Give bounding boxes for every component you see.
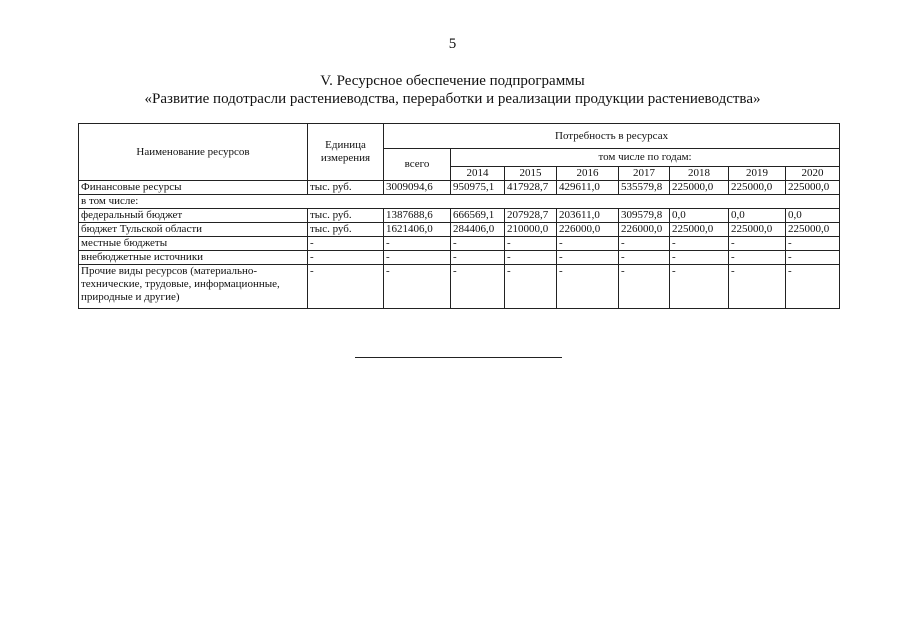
header-need: Потребность в ресурсах <box>384 124 840 149</box>
title-line-2: «Развитие подотрасли растениеводства, переработки и реализации продукции растениеводства» <box>144 91 761 107</box>
row-value: - <box>670 251 729 265</box>
row-value: 226000,0 <box>557 223 619 237</box>
row-value: - <box>451 265 505 309</box>
row-value: 0,0 <box>670 209 729 223</box>
row-value: 225000,0 <box>786 223 840 237</box>
row-value: 225000,0 <box>729 181 786 195</box>
row-unit: тыс. руб. <box>308 181 384 195</box>
row-name: федеральный бюджет <box>79 209 308 223</box>
row-value: 666569,1 <box>451 209 505 223</box>
header-year: 2014 <box>451 167 505 181</box>
row-total: - <box>384 237 451 251</box>
resource-table <box>78 123 840 309</box>
header-total: всего <box>384 149 451 181</box>
header-name: Наименование ресурсов <box>79 124 308 181</box>
row-value: - <box>619 237 670 251</box>
table-row <box>79 195 840 209</box>
table-row <box>79 237 840 251</box>
row-value: 535579,8 <box>619 181 670 195</box>
header-year: 2020 <box>786 167 840 181</box>
table-row <box>79 223 840 237</box>
header-year: 2018 <box>670 167 729 181</box>
row-unit: - <box>308 251 384 265</box>
row-value: - <box>451 251 505 265</box>
row-value: - <box>786 251 840 265</box>
header-unit: Единица измерения <box>308 124 384 181</box>
row-value: 950975,1 <box>451 181 505 195</box>
row-value: - <box>670 237 729 251</box>
row-value: 0,0 <box>786 209 840 223</box>
row-value: - <box>505 265 557 309</box>
header-year: 2019 <box>729 167 786 181</box>
row-value: 284406,0 <box>451 223 505 237</box>
row-unit: тыс. руб. <box>308 223 384 237</box>
row-value: - <box>786 237 840 251</box>
row-name: бюджет Тульской области <box>79 223 308 237</box>
table-row <box>79 181 840 195</box>
header-year: 2015 <box>505 167 557 181</box>
row-unit: - <box>308 237 384 251</box>
row-name: местные бюджеты <box>79 237 308 251</box>
row-value: 210000,0 <box>505 223 557 237</box>
row-value: - <box>729 237 786 251</box>
row-name: Прочие виды ресурсов (материально-технические, трудовые, информационные, природные и другие) <box>79 265 308 309</box>
header-by-years: том числе по годам: <box>451 149 840 167</box>
row-value: - <box>557 265 619 309</box>
row-value: - <box>786 265 840 309</box>
row-unit: - <box>308 265 384 309</box>
title-line-1: V. Ресурсное обеспечение подпрограммы <box>320 73 585 89</box>
row-total: 1387688,6 <box>384 209 451 223</box>
row-value: 309579,8 <box>619 209 670 223</box>
row-total: - <box>384 265 451 309</box>
row-unit: тыс. руб. <box>308 209 384 223</box>
row-value: 0,0 <box>729 209 786 223</box>
row-value: - <box>557 237 619 251</box>
row-value: - <box>557 251 619 265</box>
row-value: - <box>729 251 786 265</box>
row-value: - <box>619 265 670 309</box>
row-value: 225000,0 <box>670 181 729 195</box>
row-total: 1621406,0 <box>384 223 451 237</box>
row-value: - <box>505 251 557 265</box>
row-value: - <box>670 265 729 309</box>
row-value: 225000,0 <box>729 223 786 237</box>
row-value: - <box>505 237 557 251</box>
table-row <box>79 265 840 309</box>
row-value: 225000,0 <box>670 223 729 237</box>
row-total: - <box>384 251 451 265</box>
table-row <box>79 209 840 223</box>
row-value: 225000,0 <box>786 181 840 195</box>
document-title <box>0 72 905 108</box>
row-value: 226000,0 <box>619 223 670 237</box>
row-value: 429611,0 <box>557 181 619 195</box>
row-value: - <box>619 251 670 265</box>
header-year: 2016 <box>557 167 619 181</box>
row-total: 3009094,6 <box>384 181 451 195</box>
row-value: 207928,7 <box>505 209 557 223</box>
row-value: 203611,0 <box>557 209 619 223</box>
page-number: 5 <box>448 36 457 52</box>
row-value: - <box>451 237 505 251</box>
row-name: внебюджетные источники <box>79 251 308 265</box>
header-year: 2017 <box>619 167 670 181</box>
row-value: - <box>729 265 786 309</box>
table-row <box>79 251 840 265</box>
separator-line <box>355 357 562 358</box>
row-value: 417928,7 <box>505 181 557 195</box>
row-name: в том числе: <box>79 195 840 209</box>
row-name: Финансовые ресурсы <box>79 181 308 195</box>
